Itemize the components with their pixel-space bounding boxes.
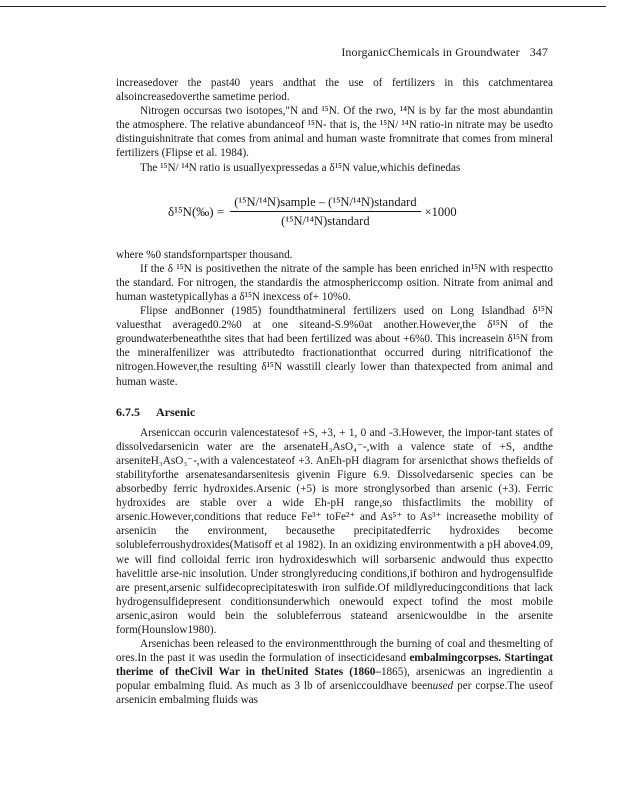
paragraph-8-italic: used — [432, 680, 454, 693]
paragraph-8 — [116, 637, 553, 707]
top-rule — [0, 6, 606, 7]
paragraph-6: Flipse andBonner (1985) foundthatmineral fertilizers used on Long Islandhad δ¹⁵N valuesthat averaged0.2%0 at one siteand-S.9%0at another.However,the δ¹⁵N of the groundwaterbeneaththe sites that had been fertilized was about +6%0. This increasein δ¹⁵N from the mineralfenilizer was attributedto fractionationthat occurred during nitrificationof the nitrogen.However,the resulting δ¹⁵N wasstill clearly lower than thatexpected from animal and human waste. — [116, 305, 553, 388]
section-heading — [116, 405, 553, 419]
paragraph-8-part-1: Arsenichas been released to the environmentthrough the burning of coal and thesmelting of ores.In the past it was usedin the formulation of insecticidesand — [116, 638, 553, 665]
section-title: Arsenic — [156, 404, 196, 419]
equation-denominator: (¹⁵N/¹⁴N)standard — [281, 214, 370, 229]
delta-n15-equation — [168, 184, 553, 240]
equation-numerator: (¹⁵N/¹⁴N)sample – (¹⁵N/¹⁴N)standard — [230, 195, 420, 212]
equation-lhs: δ¹⁵N(‰) = — [168, 203, 225, 219]
paragraph-2: Nitrogen occursas two isotopes,"N and ¹⁵N. Of the rwo, ¹⁴N is by far the most abundantin the atmosphere. The relative abundanceof ¹⁵N- that is, the ¹⁵N/ ¹⁴N ratio-in nitrate may be usedto distinguishnitrate that comes from animal and human waste fromnitrate that comes from mineral fertilizers (Flipse et al. 1984). — [116, 105, 553, 160]
page-number: 347 — [529, 45, 548, 59]
running-header — [341, 45, 548, 60]
paragraph-3: The ¹⁵N/ ¹⁴N ratio is usuallyexpressedas a δ¹⁵N value,whichis definedas — [140, 161, 461, 174]
paragraph-8-part-3: 1865), arsenicwas an ingredientin a popular embalming fluid. As much as 3 lb of arseniccouldhave been — [116, 666, 553, 693]
paragraph-8-part-5: per corpse.The useof arsenicin embalming fluids was — [116, 680, 554, 707]
equation-rhs: ×1000 — [424, 204, 457, 219]
running-title: InorganicChemicals in Groundwater — [341, 45, 520, 59]
paragraph-1: increasedover the past40 years andthat the use of fertilizers in this catchmentarea alsoincreasedoverthe sametime period. — [116, 77, 553, 104]
paragraph-7: Arseniccan occurin valencestatesof +S, +3, + 1, 0 and -3.However, the impor-tant states of dissolvedarsenicin water are the arsenateH₃AsO₄⁻-,with a valence state of +S, andthe arseniteH₃AsO₃⁻-,with a valencestateof +3. AnEh-pH diagram for arsenicthat shows thefields of stabilityforthe arsenatesandarsenitesis givenin Figure 6.9. Dissolvedarsenic species can be absorbedby ferric hydroxides.Arsenic (+5) is more stronglysorbed than arsenic (+3). Ferric hydroxides are stable over a wide Eh-pH range,so thisfactlimits the mobility of arsenic.However,conditions that reduce Fe³⁺ toFe²⁺ and As⁵⁺ to As³⁺ increasethe mobility of arsenicin the environment, becausethe precipitatedferric hydroxides become solubleferroushydroxides(Matisoff et al 1982). In an oxidizing environmentwith a pH above4.09, we will find colloidal ferric iron hydroxideswhich will sorbarsenic andwould thus expectto havelittle arse-nic insolution. Under stronglyreducing conditions,if bothiron and hydrogensulfide are present,arsenic sulfidecoprecipitateswith iron sulfide.Of mildlyreducingconditions that lack hydrogensulfidepresent conditionsunderwhich onewould expect tofind the most mobile arsenic,asiron would bein the solubleferrous stateand arsenicwouldbe in the arsenite form(Hounslow1980). — [116, 426, 553, 636]
paragraph-8-bold: embalmingcorpses. Startingat therime of theCivil War in theUnited States (1860– — [116, 652, 553, 679]
body-text — [116, 76, 553, 708]
section-number: 6.7.5 — [116, 404, 140, 419]
paragraph-5: If the δ ¹⁵N is positivethen the nitrate of the sample has been enriched in¹⁵N with respectto the standard. For nitrogen, the standardis the atmosphericcomp osition. Nitrate from animal and human wastetypicallyhas a δ¹⁵N inexcess of+ 10%0. — [116, 262, 553, 303]
equation-fraction — [230, 195, 420, 228]
paragraph-4: where %0 standsfornpartsper thousand. — [116, 248, 293, 261]
